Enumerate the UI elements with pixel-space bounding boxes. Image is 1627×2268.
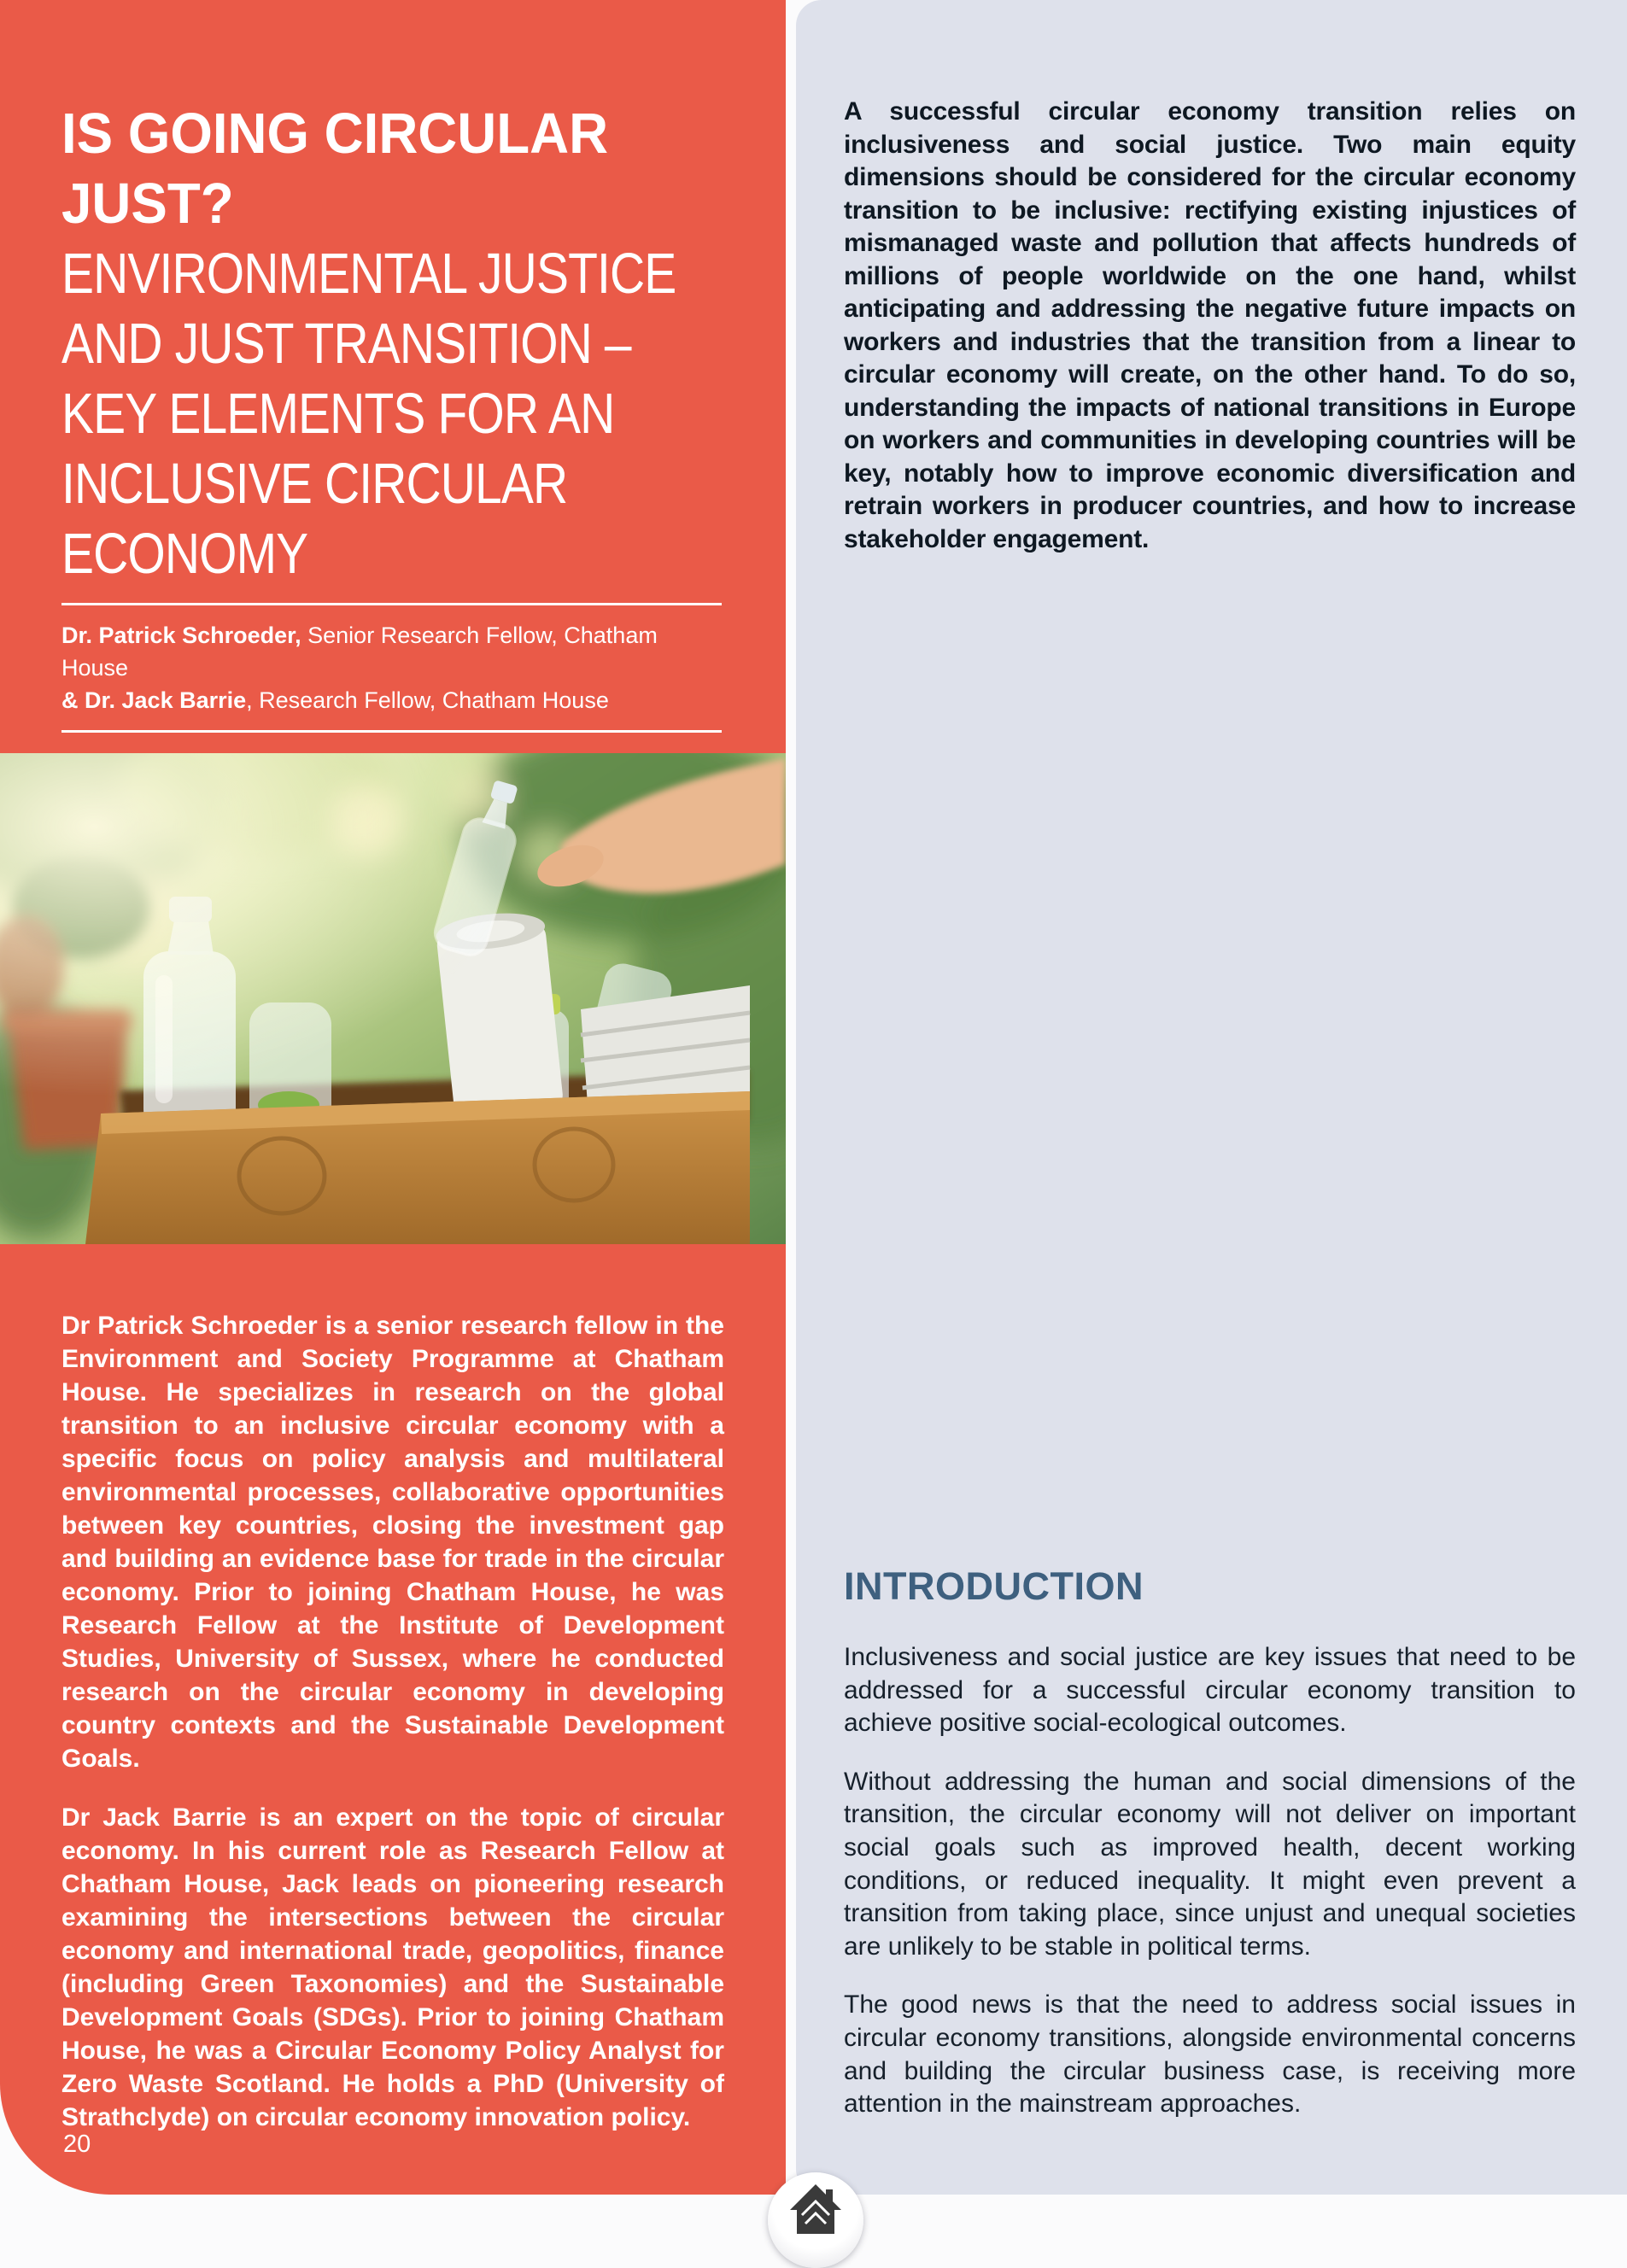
author-line	[61, 619, 722, 684]
bio-paragraph: Dr Patrick Schroeder is a senior research fellow in the Environment and Society Programme at Chatham House. He specializes in research on the global transition to an inclusive circular economy with a specific focus on policy analysis and multilateral environmental processes, collaborative opportunities between key countries, closing the investment gap and building an evidence base for trade in the circular economy. Prior to joining Chatham House, he was Research Fellow at the Institute of Development Studies, University of Sussex, where he conducted research on the circular economy in developing country contexts and the Sustainable Development Goals.	[61, 1312, 724, 1773]
divider	[61, 730, 722, 733]
feature-panel	[0, 0, 786, 2195]
subtitle-line: ENVIRONMENTAL JUSTICE	[61, 242, 676, 306]
subtitle-line: KEY ELEMENTS FOR AN	[61, 382, 615, 446]
introduction-section	[844, 1564, 1576, 2121]
byline	[61, 619, 722, 716]
bio-paragraph: Dr Jack Barrie is an expert on the topic of circular economy. In his current role as Research Fellow at Chatham House, Jack leads on pioneering research examining the intersections between the circular economy and international trade, geopolitics, finance (including Green Taxonomies) and the Sustainable Development Goals (SDGs). Prior to joining Chatham House, he was a Circular Economy Policy Analyst for Zero Waste Scotland. He holds a PhD (University of Strathclyde) on circular economy innovation policy.	[61, 1803, 724, 2131]
subtitle-line: AND JUST TRANSITION –	[61, 312, 631, 376]
body-paragraph: Without addressing the human and social dimensions of the transition, the circular economy will not deliver on important social goals such as improved health, decent working conditions, or reduced inequality. It might even prevent a transition from taking place, since unjust and unequal societies are unlikely to be stable in political terms.	[844, 1767, 1576, 1961]
divider	[61, 603, 722, 605]
body-paragraph: Inclusiveness and social justice are key issues that need to be addressed for a successful circular economy transition to achieve positive social-ecological outcomes.	[844, 1643, 1576, 1738]
author-name: Dr. Patrick Schroeder,	[61, 623, 301, 648]
home-icon	[788, 2181, 843, 2236]
subtitle-line: INCLUSIVE CIRCULAR	[61, 452, 568, 516]
author-bios	[61, 1309, 724, 2134]
title-line: IS GOING CIRCULAR	[61, 102, 609, 166]
author-role: Senior Research Fellow, Chatham House	[61, 623, 658, 681]
body-paragraph: The good news is that the need to address social issues in circular economy transitions, alongside environmental concerns and building the circular business case, is receiving more attention in the mainstream approaches.	[844, 1990, 1576, 2119]
content-panel	[796, 0, 1627, 2195]
title-line: JUST?	[61, 172, 234, 236]
section-heading: INTRODUCTION	[844, 1564, 1144, 1608]
recycling-box-photo	[0, 753, 786, 1244]
page-number: 20	[63, 2131, 91, 2158]
subtitle-line: ECONOMY	[61, 522, 308, 586]
author-name: & Dr. Jack Barrie	[61, 687, 247, 713]
standfirst: A successful circular economy transition relies on inclusiveness and social justice. Two main equity dimensions should be considered for the circular economy transition to be inclusive: rectifying existing injustices of mismanaged waste and pollution that affects hundreds of millions of people worldwide on the one hand, whilst anticipating and addressing the negative future impacts on workers and industries that the transition from a linear to circular economy will create, on the other hand. To do so, understanding the impacts of national transitions in Europe on workers and communities in developing countries will be key, notably how to improve economic diversification and retrain workers in producer countries, and how to increase stakeholder engagement.	[844, 97, 1576, 553]
author-role: , Research Fellow, Chatham House	[246, 687, 609, 713]
author-line	[61, 684, 722, 716]
home-button[interactable]	[768, 2172, 863, 2268]
article-title	[61, 99, 786, 589]
